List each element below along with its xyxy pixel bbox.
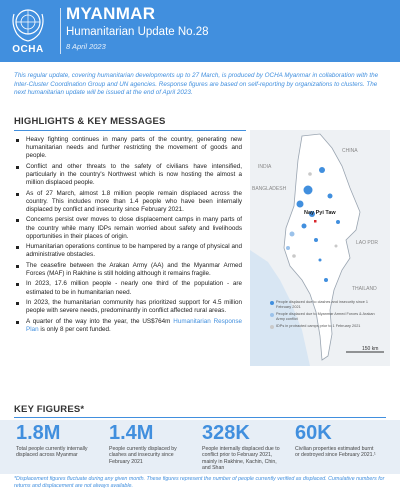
intro-paragraph: This regular update, covering humanitarian developments up to 27 March, is produced by OCHA Myanmar in collaboration with the Inter-Cluster Coordination Group and UN agencies. Response figures are based on self-reporting by organizations to clusters. The next humanitarian update will be issued at the end of April 2023.: [14, 72, 379, 97]
list-item: Concerns persist over moves to close displacement camps in many parts of the country while many IDPs remain worried about safety and livelihoods opportunities in their places of origin.: [14, 216, 242, 241]
highlights-list: [14, 136, 242, 336]
key-figure-value: 60K: [295, 422, 332, 444]
page-subtitle: Humanitarian Update No.28: [66, 26, 209, 38]
highlights-heading: HIGHLIGHTS & KEY MESSAGES: [14, 116, 166, 127]
map-legend: [270, 300, 380, 332]
key-figure-label: People internally displaced due to conflict prior to February 2021, mainly in Rakhine, Kachin, Chin, and Shan: [202, 446, 280, 471]
org-name: OCHA: [12, 44, 44, 55]
list-item: The ceasefire between the Arakan Army (AA) and the Myanmar Armed Forces (MAF) in Rakhine is still holding although it remains fragile.: [14, 262, 242, 278]
key-figure-value: 1.8M: [16, 422, 61, 444]
list-item: As of 27 March, almost 1.8 million people remain displaced across the country. This includes more than 1.4 people who have been internally displaced by conflict and insecurity since February 2021.: [14, 190, 242, 215]
list-item: Conflict and other threats to the safety of civilians have intensified, particularly in the country's Northwest which is now hosting the almost a million displaced people.: [14, 163, 242, 188]
map-label-thailand: THAILAND: [352, 286, 377, 292]
highlights-rule: [14, 130, 246, 131]
list-item: In 2023, the humanitarian community has prioritized support for 4.5 million people with severe needs, predominantly in conflict affected rural areas.: [14, 299, 242, 315]
key-figure-label: Civilian properties estimated burnt or destroyed since February 2021.¹: [295, 446, 376, 459]
legend-item: IDPs in protracted camps prior to 1 February 2021: [270, 324, 380, 329]
publication-date: 8 April 2023: [66, 42, 106, 51]
footnote: *Displacement figures fluctuate during any given month. These figures represent the number of people currently verified as displaced. Cumulative numbers for returns and displacement are not always available.: [14, 476, 385, 489]
key-figures-rule: [14, 417, 386, 418]
legend-item: People displaced due to Myanmar Armed Forces & Arakan Army conflict: [270, 312, 380, 321]
hrp-link[interactable]: Humanitarian Response Plan: [26, 317, 242, 333]
map-label-lao: LAO PDR: [356, 240, 378, 246]
map-scale-label: 150 km: [362, 346, 379, 352]
map-label-china: CHINA: [342, 148, 358, 154]
legend-item: People displaced due to clashes and insecurity since 1 February 2021: [270, 300, 380, 309]
key-figure-value: 1.4M: [109, 422, 154, 444]
page-title: MYANMAR: [66, 4, 156, 23]
list-item: A quarter of the way into the year, the US$764m Humanitarian Response Plan is only 8 per cent funded.: [14, 318, 242, 334]
key-figure-value: 328K: [202, 422, 250, 444]
key-figure-label: Total people currently internally displaced across Myanmar: [16, 446, 88, 459]
key-figures-heading: KEY FIGURES*: [14, 404, 85, 415]
map-label-bangladesh: BANGLADESH: [252, 186, 287, 192]
un-emblem-logo: [5, 4, 51, 58]
header-divider: [60, 8, 61, 54]
list-item: Heavy fighting continues in many parts of the country, generating new humanitarian needs and further restricting the movement of goods and people.: [14, 136, 242, 161]
list-item: In 2023, 17.6 million people - nearly one third of the population - are estimated to be in humanitarian need.: [14, 280, 242, 296]
map-label-capital: Nay Pyi Taw: [304, 210, 336, 216]
key-figure-label: People currently displaced by clashes and insecurity since February 2021: [109, 446, 177, 465]
map-label-india: INDIA: [258, 164, 272, 170]
list-item: Humanitarian operations continue to be hampered by a range of physical and administrative obstacles.: [14, 243, 242, 259]
header-banner: [0, 0, 400, 62]
